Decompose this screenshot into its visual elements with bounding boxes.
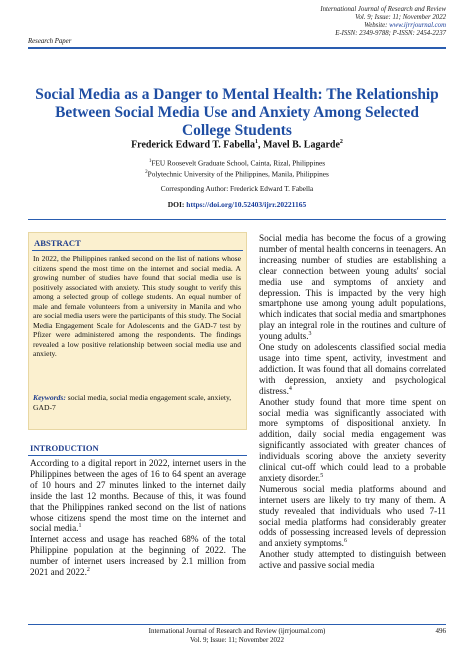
right-column-body [259, 233, 446, 571]
body-paragraph [259, 233, 446, 342]
author-name: Mavel B. Lagarde [262, 139, 340, 151]
citation-mark: 4 [288, 385, 292, 392]
citation-mark: 2 [86, 567, 90, 573]
doi-link[interactable]: https://doi.org/10.52403/ijrr.20221165 [186, 200, 307, 209]
corresponding-author: Corresponding Author: Frederick Edward T. Fabella [160, 184, 314, 193]
journal-website-link[interactable]: www.ijrrjournal.com [389, 22, 446, 29]
introduction-heading: INTRODUCTION [30, 443, 99, 453]
website-label: Website: [364, 22, 390, 29]
journal-website-line [320, 22, 446, 30]
affiliation [30, 168, 444, 179]
affil-text: Polytechnic University of the Philippines, Manila, Philippines [147, 169, 329, 179]
page-number: 496 [435, 627, 446, 635]
affil-mark: 1 [148, 159, 152, 164]
abstract-heading: ABSTRACT [34, 238, 81, 248]
doi-line [30, 200, 444, 209]
introduction-divider [28, 455, 247, 456]
paragraph-text: One study on adolescents classified social media usage into time spent, activity, investment and addiction. It was found that all domains correlated with depression, anxiety and psychological distress. [259, 342, 446, 396]
abstract-box [28, 232, 247, 430]
author-affil-mark: 1 [254, 139, 258, 145]
journal-issn: E-ISSN: 2349-9788; P-ISSN: 2454-2237 [335, 30, 446, 37]
paragraph-text: According to a digital report in 2022, internet users in the Philippines between the ages of 16 to 64 spent an average of 10 hours and 27 minutes linked to the internet daily inside the last 12 months. Because of this, it was found that the Philippines ranked second on the list of nations whose citizens spend the most time on the internet and social media. [30, 458, 246, 534]
journal-volume: Vol. 9; Issue: 11; November 2022 [355, 14, 446, 21]
citation-mark: 5 [320, 472, 324, 479]
body-paragraph [259, 342, 446, 397]
citation-mark: 1 [78, 523, 82, 530]
page-footer [100, 627, 374, 644]
body-paragraph [30, 534, 246, 578]
abstract-text: In 2022, the Philippines ranked second on the list of nations whose citizens spend the most time on the internet and social media. A growing number of studies have found that social media use is positively associated with anxiety. This study sought to verify this among a selected group of college students. An equal number of male and female volunteers from a university in Manila and who are social media users were the participants of this study. The Social Media Engagement Scale for Adolescents and the GAD-7 test by Pfizer were administered among the respondents. The findings revealed a low positive relationship between social media use and anxiety. [33, 254, 241, 358]
paper-title: Social Media as a Danger to Mental Health: The Relationship Between Social Media Use and Anxiety Among Selected College Students [35, 86, 439, 139]
paragraph-text: Numerous social media platforms abound and internet users are likely to try many of them. A study revealed that individuals who used 7-11 social media platforms had considerably greater odds of possessing increased levels of depression and anxiety symptoms. [259, 483, 446, 549]
footer-journal: International Journal of Research and Review (ijrrjournal.com) [148, 627, 326, 635]
keywords-label: Keywords: [33, 393, 66, 402]
body-paragraph [259, 484, 446, 549]
paragraph-text: Social media has become the focus of a growing number of mental health concerns in teenagers. An increasing number of studies are establishing a clear connection between young adults' social media use and symptoms of anxiety and depression. This is impacted by the very high smartphone use among young adult populations, which indicates that social media and smartphones play an integral role in the routines and culture of young adults. [259, 233, 446, 342]
left-column-body [30, 458, 246, 578]
affiliations [30, 157, 444, 179]
section-divider [28, 219, 446, 220]
affil-mark: 2 [145, 169, 148, 175]
affil-text: FEU Roosevelt Graduate School, Cainta, Rizal, Philippines [151, 158, 326, 168]
abstract-divider [32, 250, 243, 251]
body-paragraph [30, 458, 246, 534]
author-list [30, 139, 444, 150]
affiliation [30, 157, 444, 168]
body-paragraph [259, 397, 446, 484]
journal-header [320, 6, 446, 38]
paragraph-text: Another study found that more time spent on social media was significantly associated with more symptoms of dispositional anxiety. In addition, daily social media engagement was significantly associated with greater chances of individuals scoring above the anxiety severity clinical cut-off which could lead to a probable anxiety disorder. [259, 396, 446, 483]
body-paragraph [259, 549, 446, 571]
paragraph-text: Internet access and usage has reached 68% of the total Philippine population at the beginning of 2022. The number of internet users increased by 2.1 million from 2021 and 2022. [30, 534, 246, 578]
footer-volume: Vol. 9; Issue: 11; November 2022 [189, 635, 285, 644]
paragraph-text: Another study attempted to distinguish between active and passive social media [259, 549, 446, 571]
author-affil-mark: 2 [339, 139, 343, 145]
footer-divider [28, 624, 446, 625]
author-name: Frederick Edward T. Fabella [131, 139, 255, 151]
doi-label: DOI: [167, 200, 187, 209]
header-divider [28, 47, 446, 49]
journal-name: International Journal of Research and Review [320, 6, 446, 13]
citation-mark: 3 [308, 331, 312, 338]
author-separator: , [257, 139, 263, 151]
keywords-text: social media, social media engagement scale, anxiety, GAD-7 [33, 393, 232, 412]
keywords [33, 393, 241, 412]
paper-type: Research Paper [28, 38, 72, 45]
citation-mark: 6 [343, 538, 347, 545]
